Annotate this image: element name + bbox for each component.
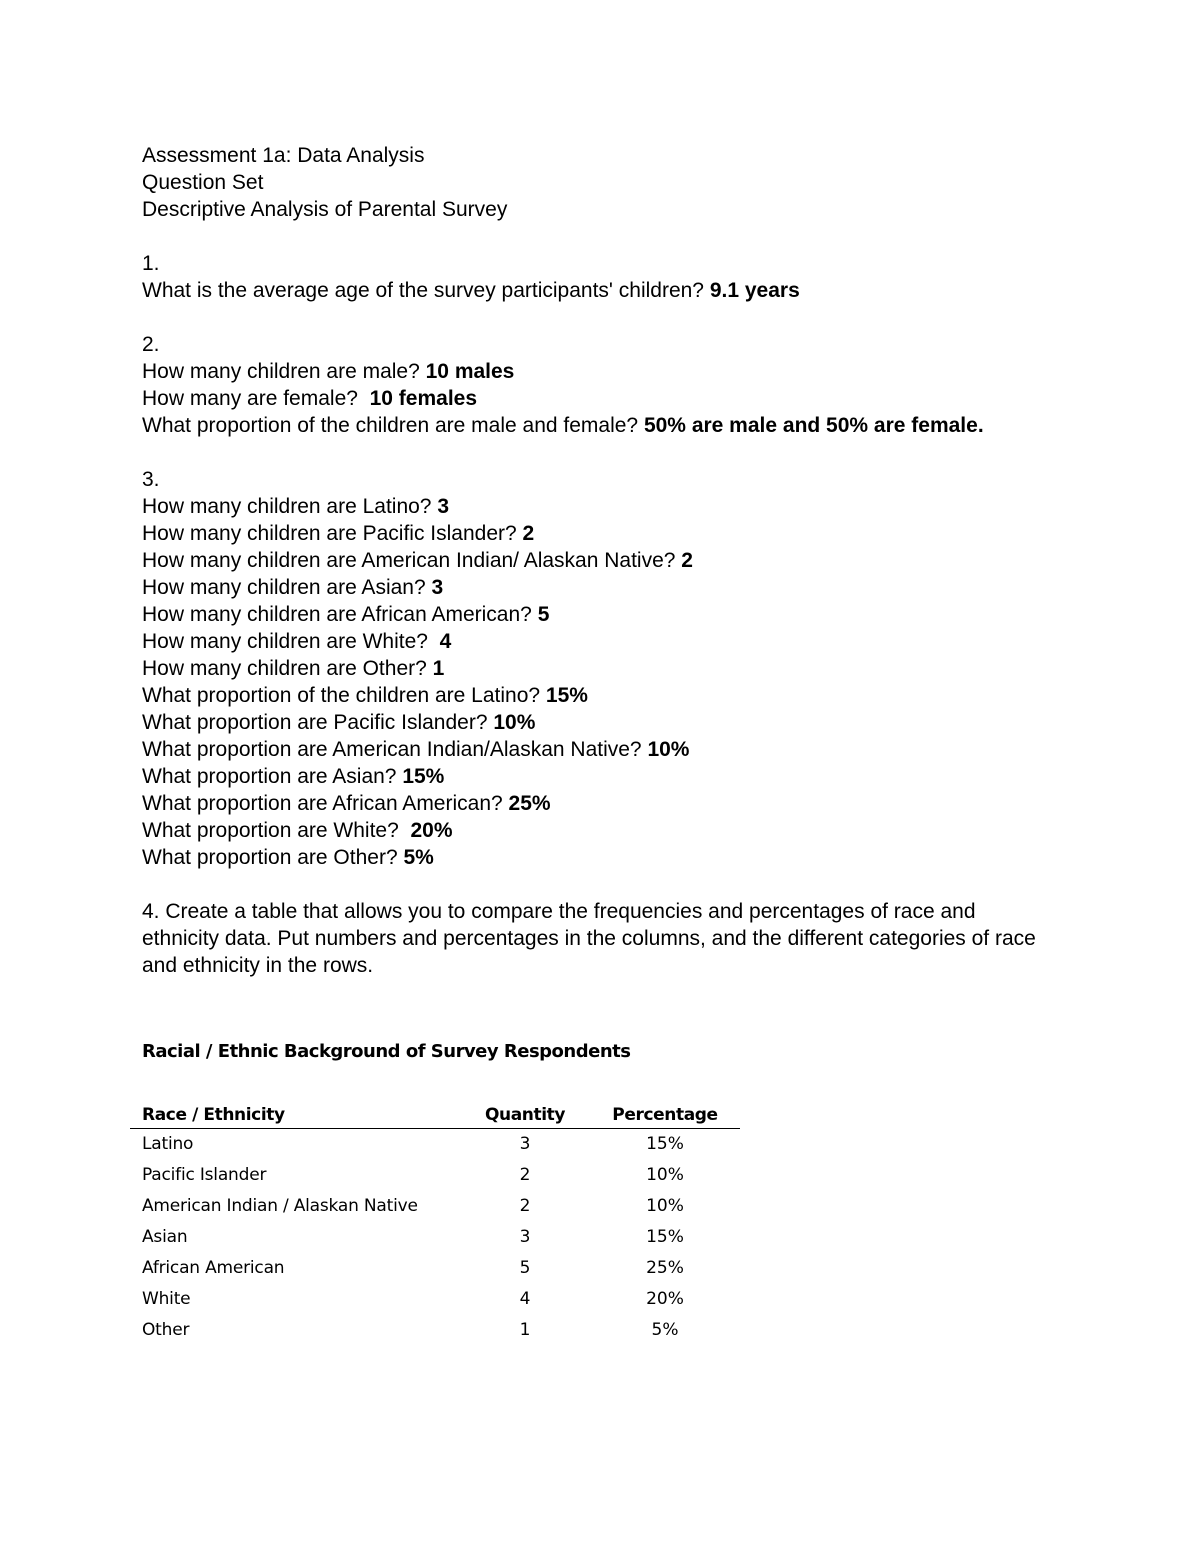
column-header-percentage: Percentage: [612, 1105, 718, 1125]
answer-text: 15%: [545, 684, 588, 707]
table-body: [130, 1129, 740, 1346]
table-header-row: [130, 1103, 740, 1129]
question-1: [142, 277, 1042, 304]
cell-race: Pacific Islander: [142, 1165, 267, 1185]
answer-text: 2: [681, 549, 693, 572]
answer-text: 10 males: [425, 360, 515, 383]
question-text: How many children are White?: [142, 630, 440, 653]
question-text: What proportion are Pacific Islander?: [142, 711, 494, 734]
question-text: What is the average age of the survey participants' children?: [142, 279, 710, 302]
cell-percentage: 15%: [646, 1134, 684, 1154]
answer-text: 3: [437, 495, 450, 518]
question-3-item: [142, 628, 1042, 655]
document-subtitle: Question Set: [142, 171, 264, 194]
cell-race: American Indian / Alaskan Native: [142, 1196, 418, 1216]
answer-text: 1: [432, 657, 445, 680]
column-header-race: Race / Ethnicity: [142, 1105, 285, 1125]
question-text: What proportion are Asian?: [142, 765, 403, 788]
answer-text: 4: [439, 630, 452, 653]
question-3-item: [142, 790, 1042, 817]
question-3-item: [142, 655, 1042, 682]
answer-text: 10%: [647, 738, 690, 761]
question-text: What proportion of the children are Latino?: [142, 684, 546, 707]
cell-percentage: 10%: [646, 1196, 684, 1216]
question-text: How many children are male?: [142, 360, 426, 383]
table-row: [130, 1315, 740, 1346]
question-2-item: [142, 358, 1042, 385]
answer-text: 15%: [402, 765, 445, 788]
question-3-item: [142, 601, 1042, 628]
answer-text: 10%: [493, 711, 536, 734]
question-text: What proportion are Other?: [142, 846, 404, 869]
question-3-item: [142, 493, 1042, 520]
cell-quantity: 1: [519, 1320, 531, 1340]
question-3-item: [142, 709, 1042, 736]
question-2-item: [142, 385, 1042, 412]
question-text: What proportion are White?: [142, 819, 411, 842]
cell-quantity: 3: [519, 1134, 531, 1154]
question-text: What proportion are American Indian/Alaskan Native?: [142, 738, 648, 761]
cell-quantity: 3: [519, 1227, 531, 1247]
question-1-number: 1.: [142, 252, 160, 275]
cell-race: Latino: [142, 1134, 194, 1154]
cell-quantity: 2: [519, 1165, 531, 1185]
table-row: [130, 1129, 740, 1160]
table-title: Racial / Ethnic Background of Survey Respondents: [142, 1041, 631, 1062]
cell-quantity: 2: [519, 1196, 531, 1216]
cell-race: African American: [142, 1258, 285, 1278]
cell-percentage: 20%: [646, 1289, 684, 1309]
question-3-item: [142, 736, 1042, 763]
question-text: What proportion are African American?: [142, 792, 509, 815]
document-body: [142, 142, 1042, 979]
document-description: Descriptive Analysis of Parental Survey: [142, 198, 508, 221]
cell-quantity: 5: [519, 1258, 531, 1278]
answer-text: 2: [522, 522, 535, 545]
cell-race: Asian: [142, 1227, 188, 1247]
question-3-item: [142, 682, 1042, 709]
question-2-number: 2.: [142, 333, 160, 356]
table-row: [130, 1253, 740, 1284]
question-3-item: [142, 844, 1042, 871]
answer-text: 20%: [410, 819, 453, 842]
document-title: Assessment 1a: Data Analysis: [142, 144, 425, 167]
table-row: [130, 1160, 740, 1191]
ethnicity-table: [130, 1103, 740, 1346]
cell-percentage: 25%: [646, 1258, 684, 1278]
question-3-item: [142, 574, 1042, 601]
cell-race: Other: [142, 1320, 190, 1340]
question-3-list: [142, 493, 1042, 871]
cell-percentage: 5%: [651, 1320, 679, 1340]
answer-text: 9.1 years: [709, 279, 800, 302]
question-text: How many are female?: [142, 387, 370, 410]
cell-percentage: 15%: [646, 1227, 684, 1247]
question-text: How many children are Other?: [142, 657, 433, 680]
table-row: [130, 1222, 740, 1253]
question-text: How many children are American Indian/ Alaskan Native?: [142, 549, 682, 572]
table-row: [130, 1284, 740, 1315]
answer-text: 25%: [508, 792, 551, 815]
question-text: How many children are African American?: [142, 603, 538, 626]
question-4: 4. Create a table that allows you to compare the frequencies and percentages of race and ethnicity data. Put numbers and percentages in the columns, and the different categories of race and ethnicity in the rows.: [142, 900, 1042, 977]
cell-quantity: 4: [519, 1289, 531, 1309]
question-text: How many children are Asian?: [142, 576, 432, 599]
answer-text: 5%: [403, 846, 434, 869]
cell-percentage: 10%: [646, 1165, 684, 1185]
answer-text: 5: [537, 603, 550, 626]
column-header-quantity: Quantity: [484, 1105, 566, 1125]
answer-text: 10 females: [369, 387, 478, 410]
question-text: How many children are Latino?: [142, 495, 438, 518]
question-3-item: [142, 763, 1042, 790]
question-text: What proportion of the children are male and female?: [142, 414, 644, 437]
question-3-item: [142, 547, 1042, 574]
question-3-item: [142, 817, 1042, 844]
question-2-item: [142, 412, 1042, 439]
cell-race: White: [142, 1289, 191, 1309]
answer-text: 50% are male and 50% are female.: [643, 414, 984, 437]
question-text: How many children are Pacific Islander?: [142, 522, 523, 545]
answer-text: 3: [431, 576, 444, 599]
table-row: [130, 1191, 740, 1222]
question-3-number: 3.: [142, 468, 160, 491]
question-3-item: [142, 520, 1042, 547]
